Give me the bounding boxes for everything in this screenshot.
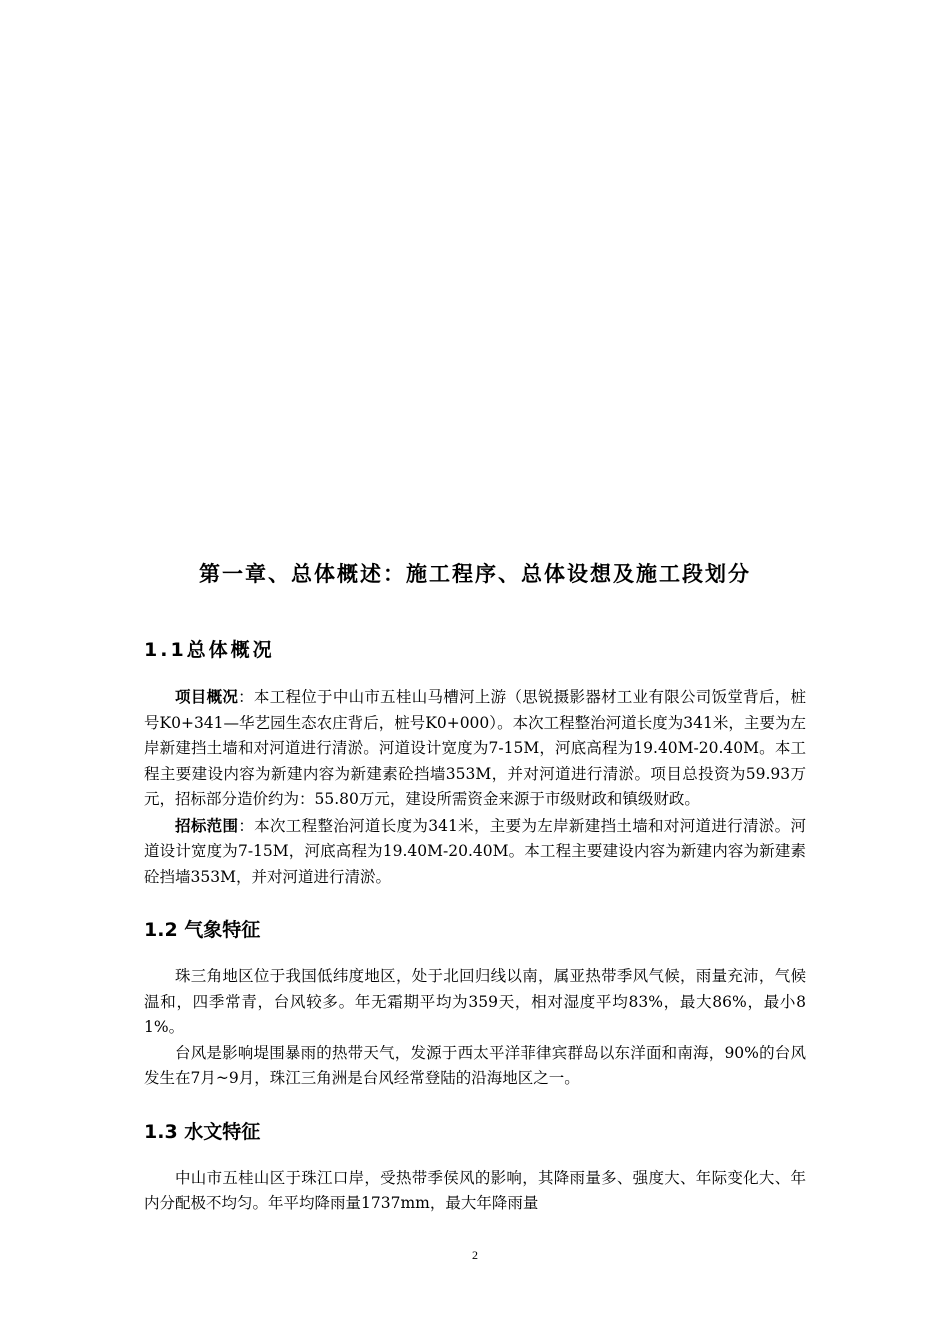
section-1-1 [144, 636, 806, 890]
section-heading: 1.2 气象特征 [144, 919, 261, 941]
paragraph-bid-scope [144, 813, 806, 891]
paragraph-text: 珠三角地区位于我国低纬度地区，处于北回归线以南，属亚热带季风气候，雨量充沛，气候温和，四季常青，台风较多。年无霜期平均为359天，相对湿度平均83%，最大86%，最小81%。 [144, 967, 806, 1036]
paragraph-project-overview [144, 684, 806, 813]
section-heading: 1.1总体概况 [144, 639, 275, 661]
section-1-3 [144, 1118, 806, 1217]
chapter-title: 第一章、总体概述：施工程序、总体设想及施工段划分 [199, 561, 751, 586]
paragraph-text: 中山市五桂山区于珠江口岸，受热带季侯风的影响，其降雨量多、强度大、年际变化大、年内分配极不均匀。年平均降雨量1737mm，最大年降雨量 [144, 1168, 806, 1212]
page-content [144, 558, 806, 1217]
paragraph-text: ：本次工程整治河道长度为341米，主要为左岸新建挡土墙和对河道进行清淤。河道设计宽度为7-15M，河底高程为19.40M-20.40M。本工程主要建设内容为新建内容为新建素砼挡墙353M，并对河道进行清淤。 [144, 816, 806, 886]
section-1-2 [144, 916, 806, 1092]
page-number: 2 [472, 1248, 478, 1262]
paragraph-text: 台风是影响堤围暴雨的热带天气，发源于西太平洋菲律宾群岛以东洋面和南海，90%的台风发生在7月~9月，珠江三角洲是台风经常登陆的沿海地区之一。 [144, 1043, 806, 1087]
paragraph-typhoon [144, 1041, 806, 1092]
section-spacer [144, 1092, 806, 1118]
section-heading: 1.3 水文特征 [144, 1120, 261, 1143]
paragraph-hydrology [144, 1166, 806, 1217]
paragraph-text: ：本工程位于中山市五桂山马槽河上游（思锐摄影器材工业有限公司饭堂背后，桩号K0+341—华艺园生态农庄背后，桩号K0+000）。本次工程整治河道长度为341米，主要为左岸新建挡土墙和对河道进行清淤。河道设计宽度为7-15M，河底高程为19.40M-20.40M。本工程主要建设内容为新建内容为新建素砼挡墙353M，并对河道进行清淤。项目总投资为59.93万元，招标部分造价约为：55.80万元，建设所需资金来源于市级财政和镇级财政。 [144, 688, 806, 808]
section-spacer [144, 890, 806, 916]
paragraph-climate [144, 964, 806, 1041]
paragraph-lead: 项目概况 [175, 687, 239, 706]
paragraph-lead: 招标范围 [175, 815, 239, 835]
